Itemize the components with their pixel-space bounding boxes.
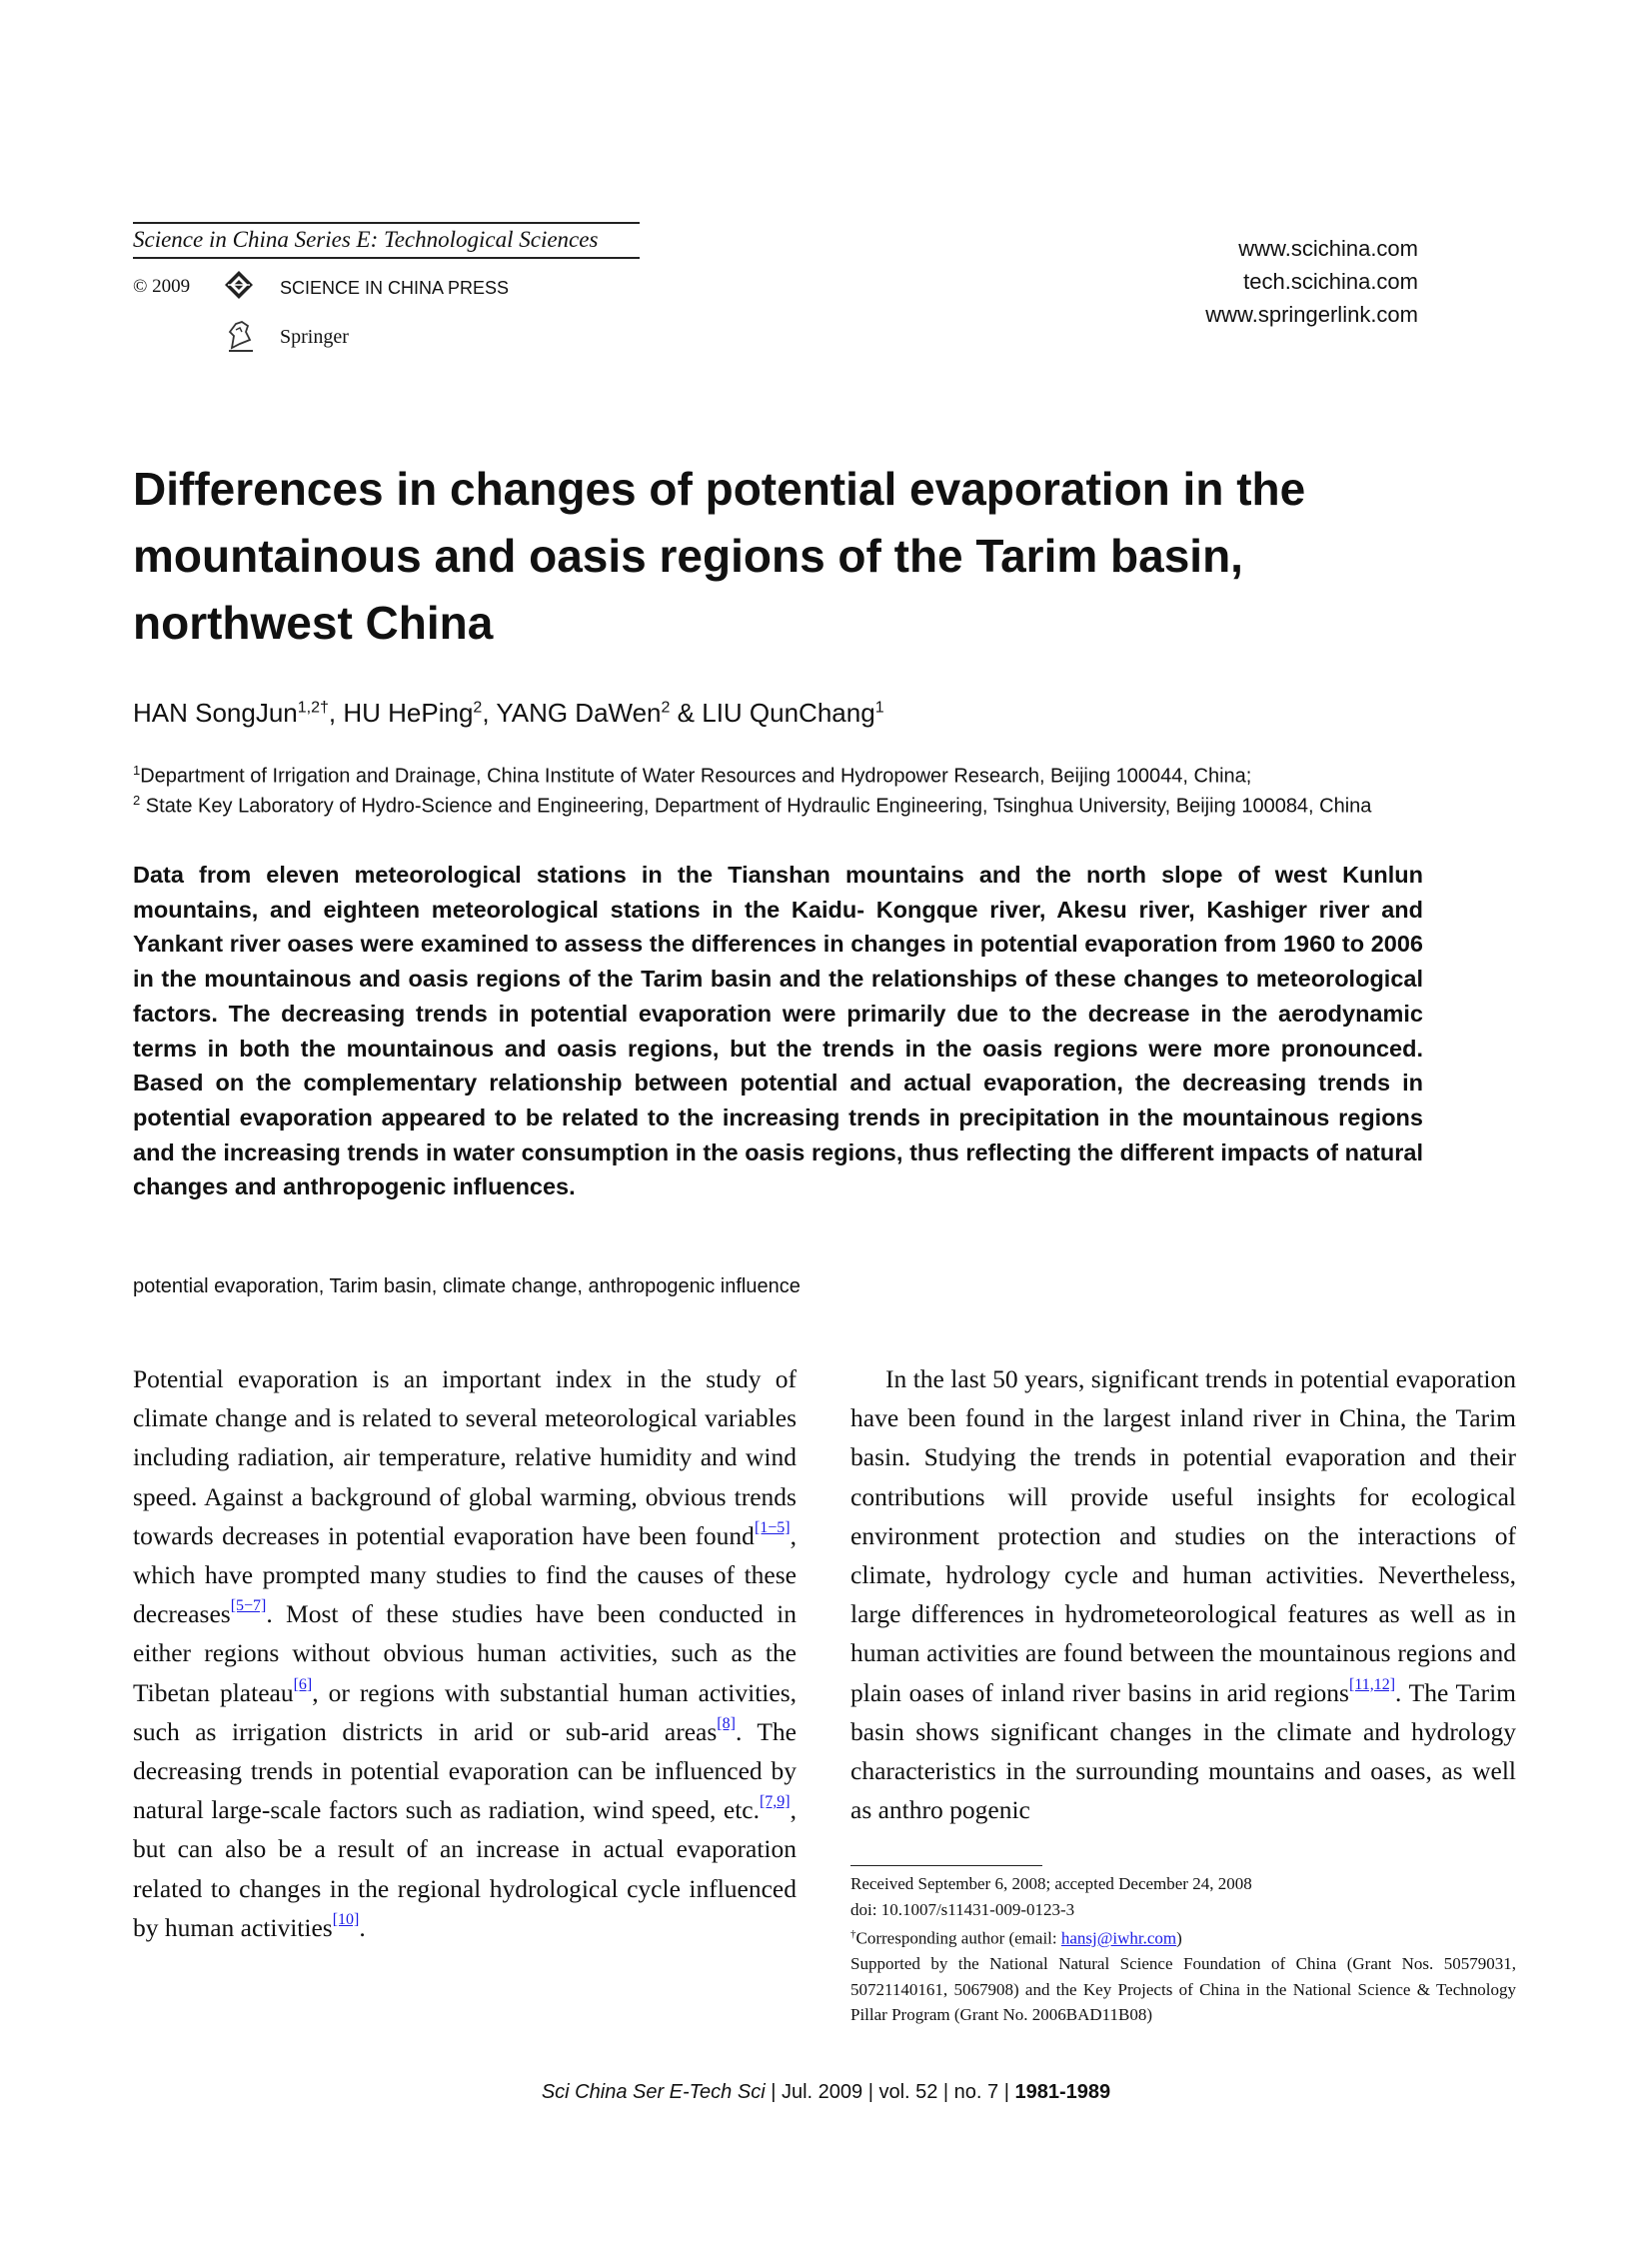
affiliation-text: Department of Irrigation and Drainage, China Institute of Water Resources and Hydropower Research, Beijing 100044, China; — [140, 765, 1252, 788]
corresponding-author — [850, 1922, 1516, 1951]
author-name: HAN SongJun — [133, 698, 298, 728]
footnotes — [850, 1871, 1516, 2028]
springer-horse-logo-icon — [226, 318, 256, 354]
author-name: YANG DaWen — [496, 698, 662, 728]
doi: doi: 10.1007/s11431-009-0123-3 — [850, 1899, 1075, 1919]
body-text: Potential evaporation is an important index in the study of climate change and is related to several meteorological variables including radiation, air temperature, relative humidity and wind speed. Against a background of global warming, obvious trends towards decreases in potential evaporation have been found — [133, 1364, 797, 1550]
author-separator: , — [328, 698, 344, 728]
journal-abbreviation: Sci China Ser E-Tech Sci — [541, 2081, 766, 2103]
affiliation-2 — [133, 786, 1440, 822]
website-link[interactable]: www.scichina.com — [1238, 236, 1418, 261]
funding-statement: Supported by the National Natural Science Foundation of China (Grant Nos. 50579031, 50721140161, 5067908) and the Key Projects of China in the National Science & Technology Pillar Program (Grant No. 2006BAD11B08) — [850, 1954, 1516, 2025]
affiliation-text: State Key Laboratory of Hydro-Science and Engineering, Department of Hydraulic Engineering, Tsinghua University, Beijing 100084, China — [145, 795, 1372, 818]
author-affiliation-mark: 2 — [473, 699, 483, 717]
received-dates: Received September 6, 2008; accepted December 24, 2008 — [850, 1874, 1252, 1893]
affiliation-number: 1 — [133, 763, 141, 778]
author-list — [133, 698, 884, 729]
author-separator: , — [482, 698, 497, 728]
page-footer — [0, 2081, 1652, 2104]
article-title: Differences in changes of potential evaporation in the mountainous and oasis regions of the Tarim basin, northwest China — [133, 463, 1306, 649]
dagger-mark: † — [850, 1928, 856, 1940]
body-text: In the last 50 years, significant trends in potential evaporation have been found in the largest inland river in China, the Tarim basin. Studying the trends in potential evaporation and their contributions will provide useful insights for ecological environment protection and studies on the interactions of climate, hydrology cycle and human activities. Nevertheless, large differences in hydrometeorological features as well as in human activities are found between the mountainous regions and plain oases of inland river basins in arid regions — [850, 1364, 1516, 1707]
author-affiliation-mark: 1 — [874, 699, 884, 717]
website-link[interactable]: www.springerlink.com — [1205, 302, 1418, 327]
body-column-left — [133, 1359, 797, 1947]
issue-info: | Jul. 2009 | vol. 52 | no. 7 | — [765, 2081, 1015, 2103]
citation-link[interactable]: [6] — [293, 1675, 313, 1693]
corresponding-close: ) — [1176, 1928, 1182, 1948]
author-affiliation-mark: 1,2† — [297, 699, 329, 717]
website-list — [1205, 232, 1418, 331]
author-name: LIU QunChang — [702, 698, 875, 728]
citation-link[interactable]: [1−5] — [754, 1518, 791, 1536]
citation-link[interactable]: [7,9] — [759, 1793, 791, 1811]
citation-link[interactable]: [8] — [717, 1714, 736, 1732]
email-link[interactable]: hansj@iwhr.com — [1060, 1928, 1177, 1948]
corresponding-label: Corresponding author (email: — [855, 1928, 1061, 1948]
body-text: . Most of these studies have been conducted in either regions without obvious human activities, such as the Tibetan plateau — [133, 1599, 797, 1707]
copyright-year: © 2009 — [133, 276, 191, 297]
citation-link[interactable]: [5−7] — [230, 1597, 267, 1615]
publisher-name: Springer — [280, 326, 349, 348]
body-text: . The decreasing trends in potential evaporation can be influenced by natural large-scale factors such as radiation, wind speed, etc. — [133, 1716, 797, 1825]
footnote-rule — [850, 1865, 1042, 1866]
citation-link[interactable]: [10] — [332, 1910, 360, 1928]
author-affiliation-mark: 2 — [661, 699, 671, 717]
body-text: , which have prompted many studies to find the causes of these decreases — [133, 1520, 797, 1629]
page-range: 1981-1989 — [1014, 2081, 1111, 2103]
journal-name: Science in China Series E: Technological Sciences — [133, 222, 640, 259]
body-text: , or regions with substantial human activities, such as irrigation districts in arid or sub-arid areas — [133, 1677, 798, 1746]
press-name: SCIENCE IN CHINA PRESS — [280, 278, 510, 298]
website-link[interactable]: tech.scichina.com — [1243, 269, 1418, 294]
abstract: Data from eleven meteorological stations in the Tianshan mountains and the north slope of west Kunlun mountains, and eighteen meteorological stations in the Kaidu- Kongque river, Akesu river, Kashiger river and Yankant river oases were examined to assess the differences in changes in potential evaporation from 1960 to 2006 in the mountainous and oasis regions of the Tarim basin and the relationships of these changes to meteorological factors. The decreasing trends in potential evaporation were primarily due to the decrease in the aerodynamic terms in both the mountainous and oasis regions, but the trends in the oasis regions were more pronounced. Based on the complementary relationship between potential and actual evaporation, the decreasing trends in potential evaporation appeared to be related to the increasing trends in precipitation in the mountainous regions and the increasing trends in water consumption in the oasis regions, thus reflecting the different impacts of natural changes and anthropogenic influences. — [133, 862, 1423, 1200]
citation-link[interactable]: [11,12] — [1348, 1675, 1396, 1693]
affiliation-number: 2 — [133, 793, 141, 808]
body-text: . The Tarim basin shows significant changes in the climate and hydrology characteristics in the surrounding mountains and oases, as well as anthro pogenic — [850, 1677, 1517, 1825]
author-separator: & — [670, 698, 703, 728]
author-name: HU HePing — [343, 698, 474, 728]
body-text: . — [359, 1912, 366, 1942]
science-in-china-press-logo-icon — [224, 270, 254, 300]
keywords: potential evaporation, Tarim basin, climate change, anthropogenic influence — [133, 1275, 801, 1297]
body-column-right — [850, 1359, 1516, 1829]
body-text: , but can also be a result of an increase in actual evaporation related to changes in the regional hydrological cycle influenced by human activities — [133, 1795, 797, 1942]
